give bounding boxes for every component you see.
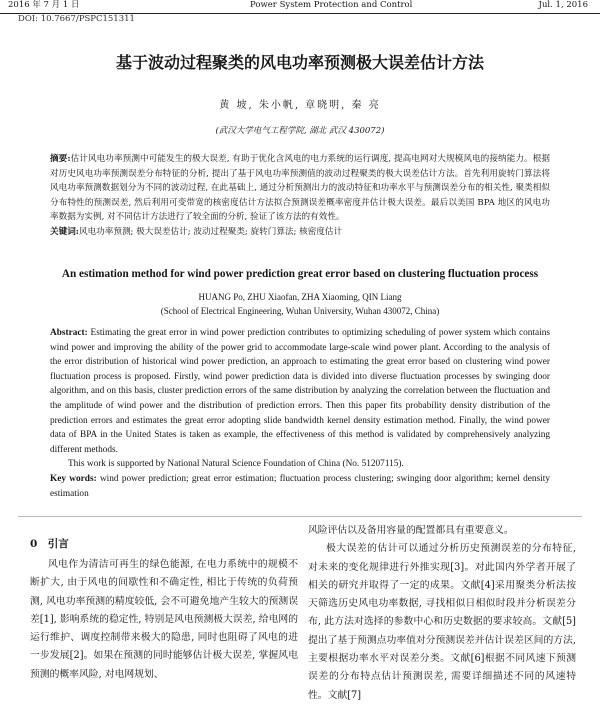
- abstract-zh-label: 摘要:: [50, 154, 71, 164]
- intro-paragraph-1: 风电作为清洁可再生的绿色能源, 在电力系统中的规模不断扩大, 由于风电的间歇性和不确定性, 相比于传统的负荷预测, 风电功率预测的精度较低, 会不可避免地产生较大的预测误差[1], 影响系统的稳定性, 特别是风电预测极大误差, 给电网的运行维护、调度控制带来极大的隐患, 同时也阻碍了风电的进一步发展[2]。如果在预测的同时能够估计极大误差, 掌握风电预测的概率风险, 对电网规划、: [30, 559, 298, 680]
- header-date-zh: 2016 年 7 月 1 日: [8, 0, 80, 10]
- body-right-column: [308, 522, 576, 705]
- affiliation-zh: (武汉大学电气工程学院, 湖北 武汉 430072): [215, 126, 385, 136]
- intro-paragraph-1-cont: 风险评估以及备用容量的配置都具有重要意义。: [308, 525, 514, 536]
- abstract-zh-text: 估计风电功率预测中可能发生的极大误差, 有助于优化含风电的电力系统的运行调度, 提高电网对大规模风电的接纳能力。根据对历史风电功率预测误差分布特征的分析, 提出了基于风电功率预测值的波动过程聚类的极大误差估计方法。首先利用旋转门算法将风电功率预测数据划分为不同的波动过程, 在此基础上, 通过分析预测出力的波动特征和功率水平与预测误差分布的相关性, 聚类相似分布特性的预测误差, 然后利用可变带宽的核密度估计方法拟合预测误差概率密度并估计极大误差。最后以美国 BPA 地区的风电功率数据为实例, 对不同估计方法进行了较全面的分析, 验证了该方法的有效性。: [50, 154, 550, 223]
- doi-line: DOI: 10.7667/PSPC151311: [18, 14, 135, 24]
- body-left-column: [30, 556, 298, 684]
- authors-zh: 黄 坡, 朱小帆, 章晓明, 秦 亮: [219, 100, 381, 111]
- keywords-zh-label: 关键词:: [50, 226, 79, 237]
- paper-title-zh: 基于波动过程聚类的风电功率预测极大误差估计方法: [115, 53, 484, 72]
- abstract-en: [50, 326, 550, 501]
- keywords-en-text: wind power prediction; great error estimation; fluctuation process clustering; swinging door algorithm; kernel density estimation: [50, 473, 550, 499]
- paper-title-en: An estimation method for wind power prediction great error based on clustering fluctuation process: [61, 268, 539, 280]
- running-header: [0, 0, 600, 14]
- section-divider: [18, 516, 582, 517]
- section-heading-intro: 0 引言: [30, 538, 69, 550]
- funding-note: This work is supported by National Natural Science Foundation of China (No. 51207115).: [68, 459, 404, 470]
- header-journal: Power System Protection and Control: [250, 0, 413, 10]
- affiliation-en: (School of Electrical Engineering, Wuhan University, Wuhan 430072, China): [160, 306, 440, 316]
- abstract-en-text: Estimating the great error in wind power prediction contributes to optimizing scheduling of power system which contains wind power and improving the ability of the power grid to accommodate large-scale wind power plant. According to the analysis of the error distribution of historical wind power prediction, an approach to estimating the great error based on clustering wind power fluctuation process is proposed. Firstly, wind power prediction data is divided into diverse fluctuation processes by swinging door algorithm, and on this basis, cluster prediction errors of the same distribution by analyzing the correlation between the fluctuation and the amplitude of wind power and the distribution of prediction errors. Then this paper fits probability density distribution of the prediction errors and estimates the great error adopting slide bandwidth kernel density estimation method. Finally, the wind power data of BPA in the United States is taken as example, the effectiveness of this method is validated by comprehensively analyzing different methods.: [50, 328, 550, 455]
- abstract-zh: [50, 152, 550, 240]
- keywords-zh-text: 风电功率预测; 极大误差估计; 波动过程聚类; 旋转门算法; 核密度估计: [78, 226, 343, 237]
- keywords-en-label: Key words:: [50, 473, 97, 484]
- header-date-en: Jul. 1, 2016: [538, 0, 588, 10]
- authors-en: HUANG Po, ZHU Xiaofan, ZHA Xiaoming, QIN Liang: [198, 292, 402, 302]
- intro-paragraph-2: 极大误差的估计可以通过分析历史预测误差的分布特征, 对未来的变化规律进行外推实现[3]。对此国内外学者开展了相关的研究并取得了一定的成果。文献[4]采用聚类分析法按天筛选历史风电功率数据, 寻找相似日相似时段并分析误差分布, 此方法对选择的参数中心和历史数据的要求较高。文献[5]提出了基于预测点功率值对分预测误差并估计误差区间的方法, 主要根据功率水平对误差分类。文献[6]根据不同风速下预测误差的分布特点估计预测误差, 需要详细描述不同的风速特性。文献[7]: [308, 543, 576, 701]
- abstract-en-label: Abstract:: [50, 328, 88, 338]
